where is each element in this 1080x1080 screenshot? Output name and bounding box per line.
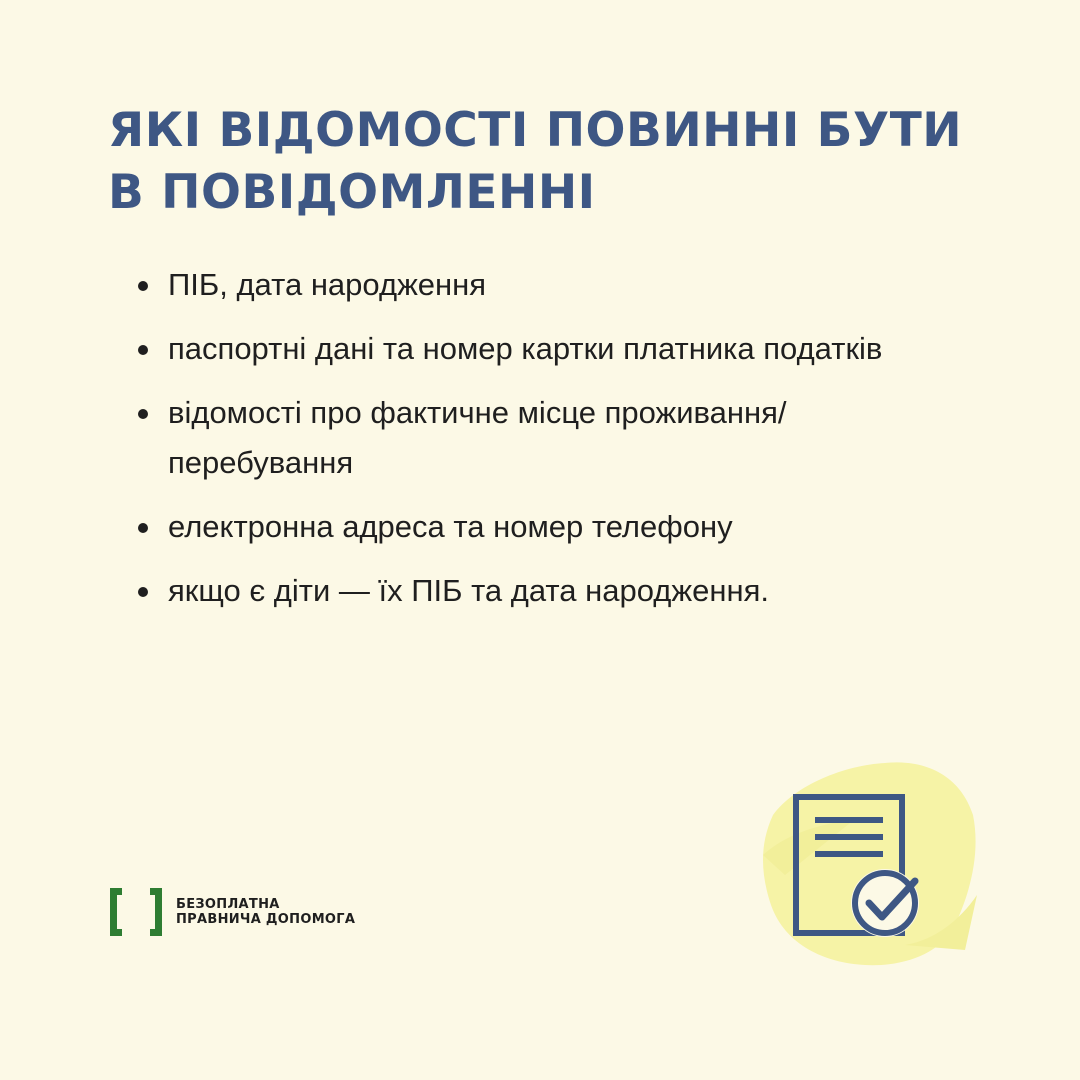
brackets-logo-icon: [108, 886, 164, 938]
bullet-icon: [138, 281, 148, 291]
list-item: [138, 388, 938, 488]
list-item-text: якщо є діти — їх ПІБ та дата народження.: [168, 573, 770, 608]
bullet-icon: [138, 345, 148, 355]
list-item-text: паспортні дані та номер картки платника податків: [168, 331, 883, 366]
list-item: [138, 324, 938, 374]
list-item-text: електронна адреса та номер телефону: [168, 509, 733, 544]
brand-name-line-1: БЕЗОПЛАТНА: [176, 897, 280, 912]
page-title: [108, 100, 988, 224]
list-item: [138, 566, 938, 616]
list-item: [138, 502, 938, 552]
page-title-line-1: ЯКІ ВІДОМОСТІ ПОВИННІ БУТИ: [108, 103, 963, 158]
info-list: [138, 260, 938, 630]
brand-name-line-2: ПРАВНИЧА ДОПОМОГА: [176, 912, 356, 927]
bullet-icon: [138, 523, 148, 533]
brand-logo: [108, 886, 355, 938]
brand-name: [176, 897, 355, 927]
list-item: [138, 260, 938, 310]
page-title-line-2: В ПОВІДОМЛЕННІ: [108, 165, 596, 220]
list-item-text: ПІБ, дата народження: [168, 267, 487, 302]
document-check-icon: [755, 745, 985, 975]
bullet-icon: [138, 409, 148, 419]
bullet-icon: [138, 587, 148, 597]
list-item-text: відомості про фактичне місце проживання/перебування: [168, 395, 787, 480]
